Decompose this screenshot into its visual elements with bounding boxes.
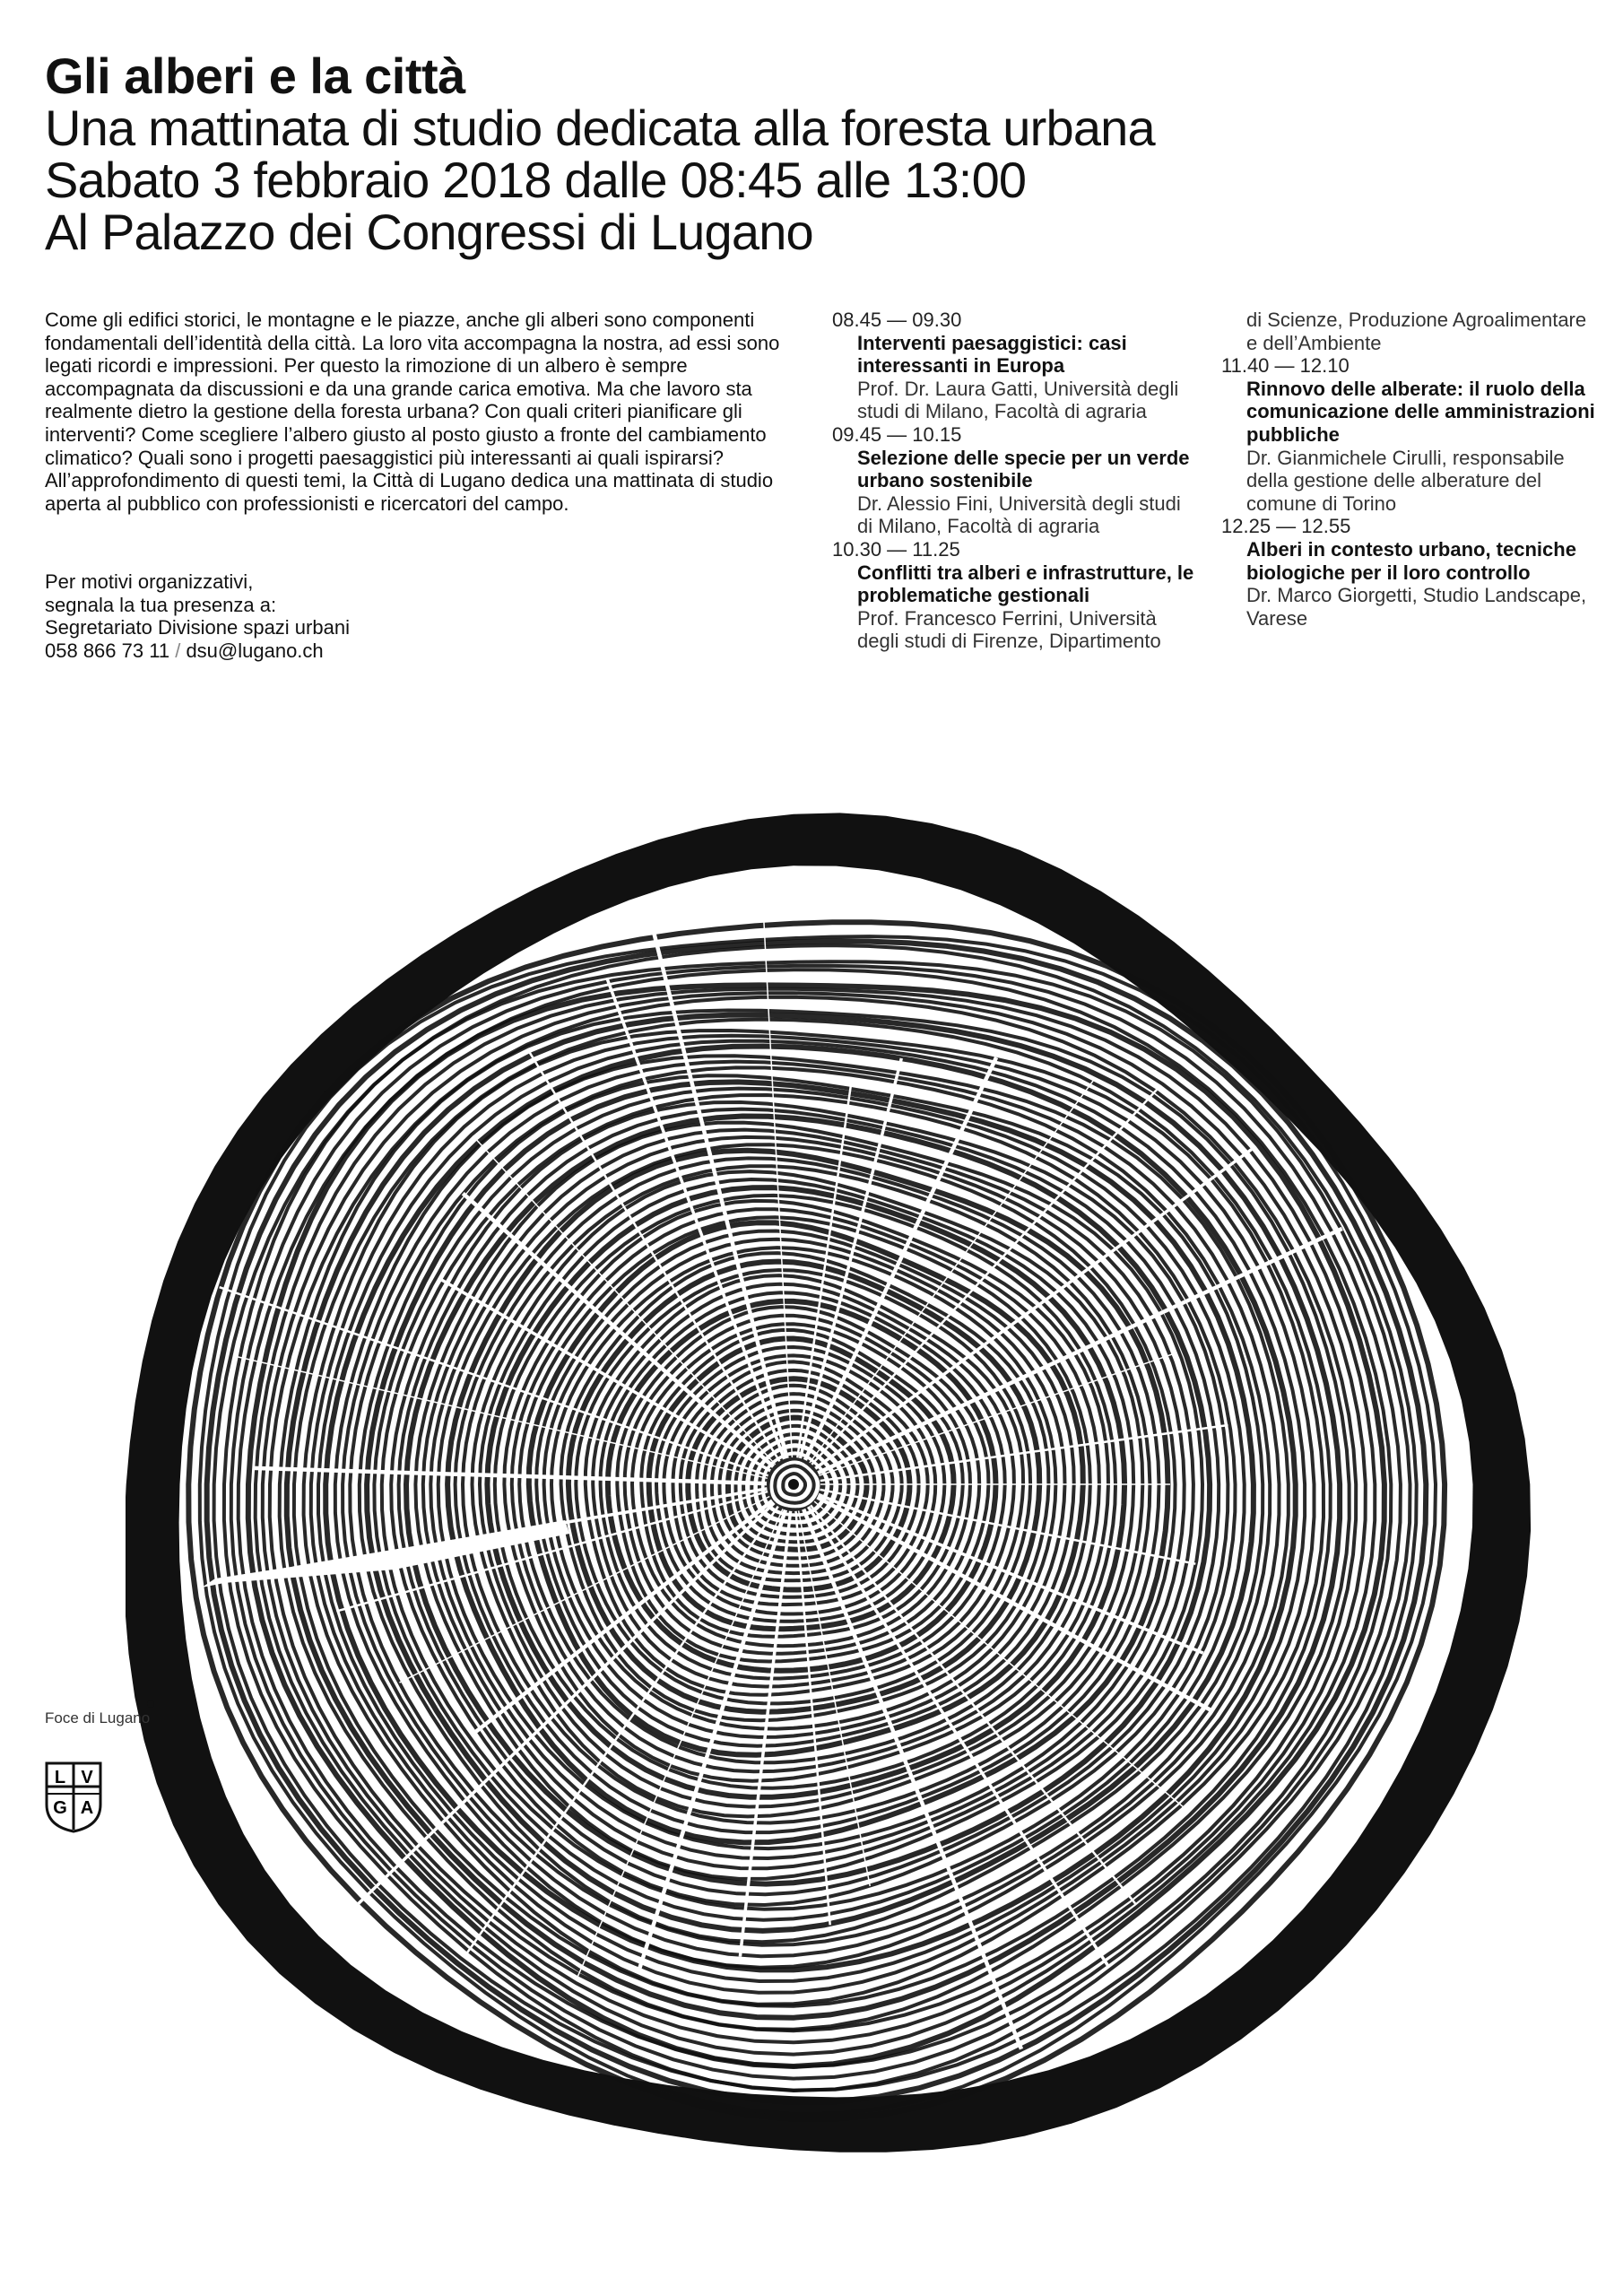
- slot-time: 08.45 — 09.30: [832, 309, 962, 331]
- crest-letter: V: [81, 1768, 93, 1787]
- slot-time: 11.40 — 12.10: [1221, 354, 1350, 378]
- crest-letter: A: [80, 1798, 94, 1818]
- header: [45, 50, 1587, 258]
- lugano-crest-icon: [45, 1761, 102, 1833]
- slot-title: Conflitti tra alberi e infrastrutture, le problematiche gestionali: [857, 561, 1194, 607]
- contact-line: Segretariato Divisione spazi urbani: [45, 616, 350, 639]
- slot-speaker-continued: di Scienze, Produzione Agroalimentare e dell’Ambiente: [1246, 309, 1587, 354]
- contact-line: Per motivi organizzativi,: [45, 570, 254, 593]
- image-caption: Foce di Lugano: [45, 1709, 151, 1726]
- intro-text-block: [45, 309, 816, 515]
- program-column-1: [832, 309, 1200, 653]
- contact-details: [45, 639, 601, 663]
- crest-letter: L: [54, 1768, 66, 1787]
- program-slot: [832, 423, 1200, 538]
- slot-speaker: Dr. Alessio Fini, Università degli studi di Milano, Facoltà di agraria: [857, 491, 1181, 538]
- contact-separator: /: [175, 639, 181, 662]
- contact-line: segnala la tua presenza a:: [45, 593, 277, 616]
- program-slot: [1221, 354, 1598, 515]
- intro-paragraph: Come gli edifici storici, le montagne e le piazze, anche gli alberi sono componenti fondamentali dell’identità della città. La loro vita accompagna la nostra, ad essi sono legati ricordi e impressioni. Per questo la rimozione di un albero è sempre accompagnata da discussioni e da una grande carica emotiva. Ma che lavoro sta realmente dietro la gestione della foresta urbana? Con quali criteri pianificare gli interventi? Come scegliere l’albero giusto al posto giusto a fronte del cambiamento climatico? Quali sono i progetti paesaggistici più interessanti ai quali ispirarsi? All’approfondimento di questi temi, la Città di Lugano dedica una mattinata di studio aperta al pubblico con professionisti e ricercatori del campo.: [45, 309, 780, 515]
- program-slot: [1221, 515, 1598, 630]
- slot-speaker: Prof. Francesco Ferrini, Università degli studi di Firenze, Dipartimento: [857, 606, 1161, 653]
- contact-block: [45, 570, 601, 662]
- phone-number[interactable]: 058 866 73 11: [45, 639, 170, 662]
- slot-speaker: Dr. Marco Giorgetti, Studio Landscape, Varese: [1246, 584, 1587, 630]
- program-slot: [832, 309, 1200, 423]
- slot-title: Rinnovo delle alberate: il ruolo della comunicazione delle amministrazioni pubbliche: [1246, 377, 1595, 446]
- slot-speaker: Prof. Dr. Laura Gatti, Università degli studi di Milano, Facoltà di agraria: [857, 377, 1179, 423]
- slot-time: 09.45 — 10.15: [832, 422, 962, 446]
- slot-title: Interventi paesaggistici: casi interessanti in Europa: [857, 331, 1127, 378]
- location-dot-icon: [147, 1700, 154, 1708]
- page-subtitle: Una mattinata di studio dedicata alla foresta urbana: [45, 100, 1155, 156]
- slot-time: 12.25 — 12.55: [1221, 515, 1351, 538]
- crest-letter: G: [53, 1798, 67, 1818]
- event-venue: Al Palazzo dei Congressi di Lugano: [45, 204, 813, 260]
- slot-title: Alberi in contesto urbano, tecniche biologiche per il loro controllo: [1246, 537, 1576, 584]
- program-slot: [832, 538, 1200, 653]
- email-link[interactable]: dsu@lugano.ch: [186, 639, 324, 662]
- slot-speaker: Dr. Gianmichele Cirulli, responsabile della gestione delle alberature del comune di Torino: [1246, 446, 1565, 515]
- event-date: Sabato 3 febbraio 2018 dalle 08:45 alle 13:00: [45, 152, 1027, 208]
- program-column-2: [1221, 309, 1598, 630]
- slot-time: 10.30 — 11.25: [832, 537, 960, 561]
- tree-ring-icon: [126, 771, 1578, 2260]
- page-title: Gli alberi e la città: [45, 48, 465, 104]
- slot-title: Selezione delle specie per un verde urbano sostenibile: [857, 446, 1190, 492]
